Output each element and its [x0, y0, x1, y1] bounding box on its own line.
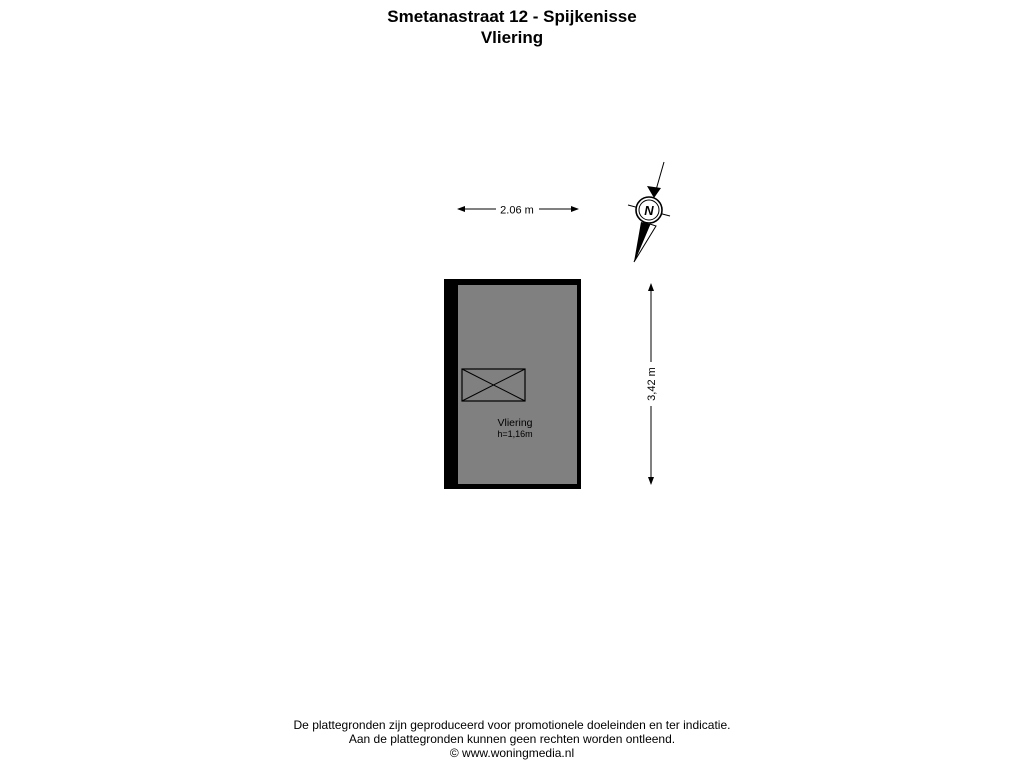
room-vliering [444, 279, 581, 489]
north-arrow-icon [628, 162, 670, 262]
width-dimension [458, 205, 578, 217]
address-title: Smetanastraat 12 - Spijkenisse [387, 7, 637, 26]
room-floor [458, 285, 577, 484]
room-name-label: Vliering [497, 417, 533, 429]
depth-dimension-label: 3,42 m [646, 367, 658, 401]
compass-letter: N [644, 203, 654, 218]
disclaimer-line-1: De plattegronden zijn geproduceerd voor promotionele doeleinden en ter indicatie. [293, 718, 731, 732]
floor-title: Vliering [480, 28, 544, 47]
disclaimer-footer [0, 718, 1024, 760]
compass-needle-line [656, 162, 664, 190]
room-height-label: h=1,16m [497, 429, 533, 439]
copyright-line: © www.woningmedia.nl [449, 746, 575, 760]
disclaimer-line-2: Aan de plattegronden kunnen geen rechten worden ontleend. [348, 732, 676, 746]
depth-dimension [646, 284, 658, 484]
width-dimension-label: 2.06 m [500, 204, 534, 217]
compass-north-arrowhead [647, 186, 661, 198]
